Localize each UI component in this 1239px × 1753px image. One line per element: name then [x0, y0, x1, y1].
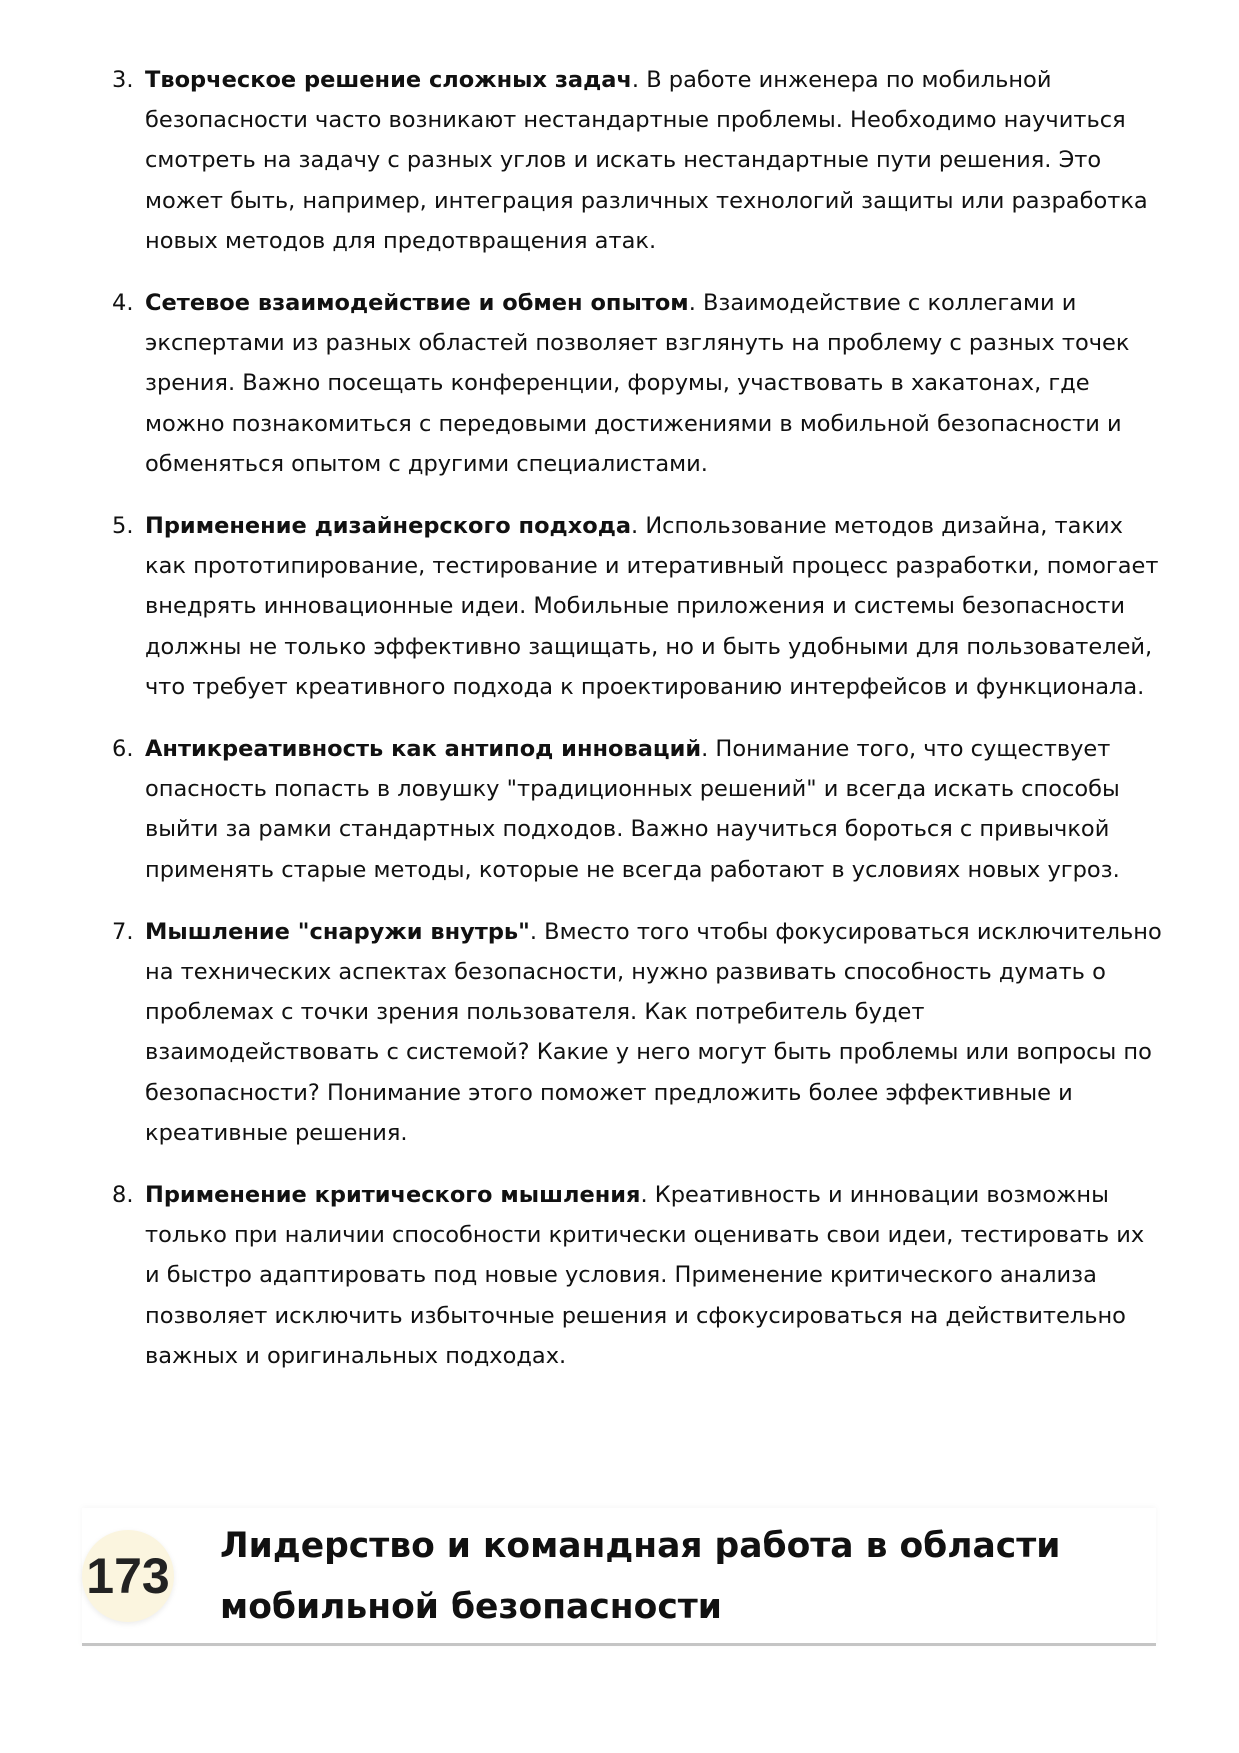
list-item [0, 60, 1163, 261]
list-item-text: . Взаимодействие с коллегами и экспертами из разных областей позволяет взглянуть на проблему с разных точек зрения. Важно посещать конференции, форумы, участвовать в хакатонах, где можно познакомиться с передовыми достижениями в мобильной безопасности и обменяться опытом с другими специалистами. [145, 290, 1130, 477]
numbered-list [0, 60, 1239, 1398]
list-item [0, 729, 1163, 890]
page-number-badge: 173 [82, 1530, 174, 1622]
list-item-text: . Использование методов дизайна, таких как прототипирование, тестирование и итеративный процесс разработки, помогает внедрять инновационные идеи. Мобильные приложения и системы безопасности должны не только эффективно защищать, но и быть удобными для пользователей, что требует креативного подхода к проектированию интерфейсов и функционала. [145, 513, 1159, 700]
list-item-title: Антикреативность как антипод инноваций [145, 736, 702, 763]
list-item-text: . Понимание того, что существует опасность попасть в ловушку "традиционных решений" и всегда искать способы выйти за рамки стандартных подходов. Важно научиться бороться с привычкой применять старые методы, которые не всегда работают в условиях новых угроз. [145, 736, 1120, 883]
list-item-number: 3. [112, 67, 134, 93]
list-item [0, 1175, 1163, 1376]
list-item [0, 283, 1163, 484]
list-item [0, 912, 1163, 1153]
list-item-number: 7. [112, 918, 134, 945]
list-item-number: 8. [112, 1182, 134, 1209]
list-item-number: 4. [112, 290, 134, 317]
list-item [0, 506, 1163, 707]
chapter-title: Лидерство и командная работа в области мобильной безопасности [220, 1526, 1061, 1627]
list-item-text: . В работе инженера по мобильной безопасности часто возникают нестандартные проблемы. Необходимо научиться смотреть на задачу с разных углов и искать нестандартные пути решения. Это может быть, например, интеграция различных технологий защиты или разработка новых методов для предотвращения атак. [145, 67, 1148, 254]
list-item-number: 5. [112, 513, 134, 540]
chapter-header [82, 1508, 1156, 1646]
list-item-title: Творческое решение сложных задач [145, 67, 632, 93]
list-item-title: Применение дизайнерского подхода [145, 513, 632, 540]
list-item-text: . Вместо того чтобы фокусироваться исключительно на технических аспектах безопасности, нужно развивать способность думать о проблемах с точки зрения пользователя. Как потребитель будет взаимодействовать с системой? Какие у него могут быть проблемы или вопросы по безопасности? Понимание этого поможет предложить более эффективные и креативные решения. [145, 918, 1162, 1146]
list-item-number: 6. [112, 736, 134, 763]
list-item-title: Мышление "снаружи внутрь" [145, 918, 530, 945]
list-item-title: Применение критического мышления [145, 1182, 641, 1209]
list-item-text: . Креативность и инновации возможны только при наличии способности критически оценивать свои идеи, тестировать их и быстро адаптировать под новые условия. Применение критического анализа позволяет исключить избыточные решения и сфокусироваться на действительно важных и оригинальных подходах. [145, 1182, 1145, 1369]
list-item-title: Сетевое взаимодействие и обмен опытом [145, 290, 689, 317]
